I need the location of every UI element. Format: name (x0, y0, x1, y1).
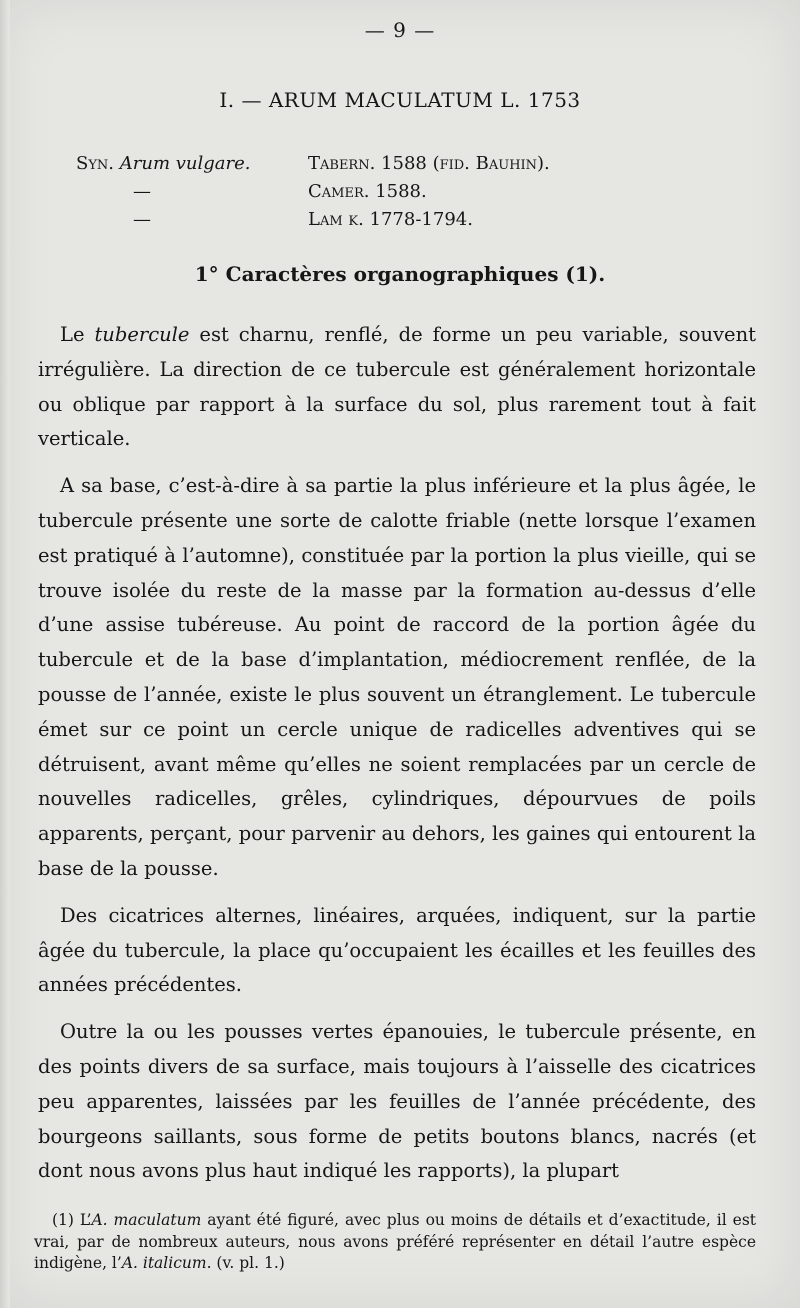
synonym-reference: Lam k. 1778-1794. (308, 209, 473, 230)
footnote: (1) L’A. maculatum ayant été figuré, avec plus ou moins de détails et d’exactitude, il est vrai, par de nombreux auteurs, nous avons préféré représenter en détail l’autre espèce indigène, l’A. italicum. (v. pl. 1.) (34, 1211, 756, 1272)
synonym-row (76, 150, 550, 178)
synonym-row (76, 178, 550, 206)
page-edge-shadow (0, 0, 10, 1308)
synonym-dash: — (133, 181, 151, 202)
section-heading: 1° Caractères organographiques (1). (194, 262, 606, 286)
paragraph: Le tubercule est charnu, renflé, de forme un peu variable, souvent irrégulière. La direction de ce tubercule est généralement horizontale ou oblique par rapport à la surface du sol, plus rarement tout à fait verticale. (38, 323, 756, 451)
synonym-list (76, 150, 550, 234)
paragraph: A sa base, c’est-à-dire à sa partie la plus inférieure et la plus âgée, le tubercule présente une sorte de calotte friable (nette lorsque l’examen est pratiqué à l’automne), constituée par la portion la plus vieille, qui se trouve isolée du reste de la masse par la formation au-dessus d’elle d’une assise tubéreuse. Au point de raccord de la portion âgée du tubercule et de la base d’implantation, médiocrement renflée, de la pousse de l’année, existe le plus souvent un étranglement. Le tubercule émet sur ce point un cercle unique de radicelles adventives qui se détruisent, avant même qu’elles ne soient remplacées par un cercle de nouvelles radicelles, grêles, cylindriques, dépourvues de poils apparents, perçant, pour parvenir au dehors, les gaines qui entourent la base de la pousse. (38, 474, 756, 880)
synonym-name: Arum vulgare. (119, 153, 251, 174)
body-text (38, 318, 756, 1201)
synonym-label: Syn. (76, 153, 115, 174)
synonym-reference: Camer. 1588. (308, 181, 427, 202)
synonym-reference: Tabern. 1588 (fid. Bauhin). (308, 153, 550, 174)
synonym-row (76, 206, 550, 234)
paragraph: Des cicatrices alternes, linéaires, arquées, indiquent, sur la partie âgée du tubercule, la place qu’occupaient les écailles et les feuilles des années précédentes. (38, 903, 756, 997)
footnote-marker: (1) L’ (52, 1211, 92, 1229)
chapter-title: I. — ARUM MACULATUM L. 1753 (219, 88, 581, 112)
emphasis-term: tubercule (94, 323, 190, 346)
synonym-dash: — (133, 209, 151, 230)
paragraph: Outre la ou les pousses vertes épanouies, le tubercule présente, en des points divers de sa surface, mais toujours à l’aisselle des cicatrices peu apparentes, laissées par les feuilles de l’année précédente, des bourgeons saillants, sous forme de petits boutons blancs, nacrés (et dont nous avons plus haut indiqué les rapports), la plupart (38, 1020, 756, 1183)
page-number: — 9 — (364, 18, 436, 42)
